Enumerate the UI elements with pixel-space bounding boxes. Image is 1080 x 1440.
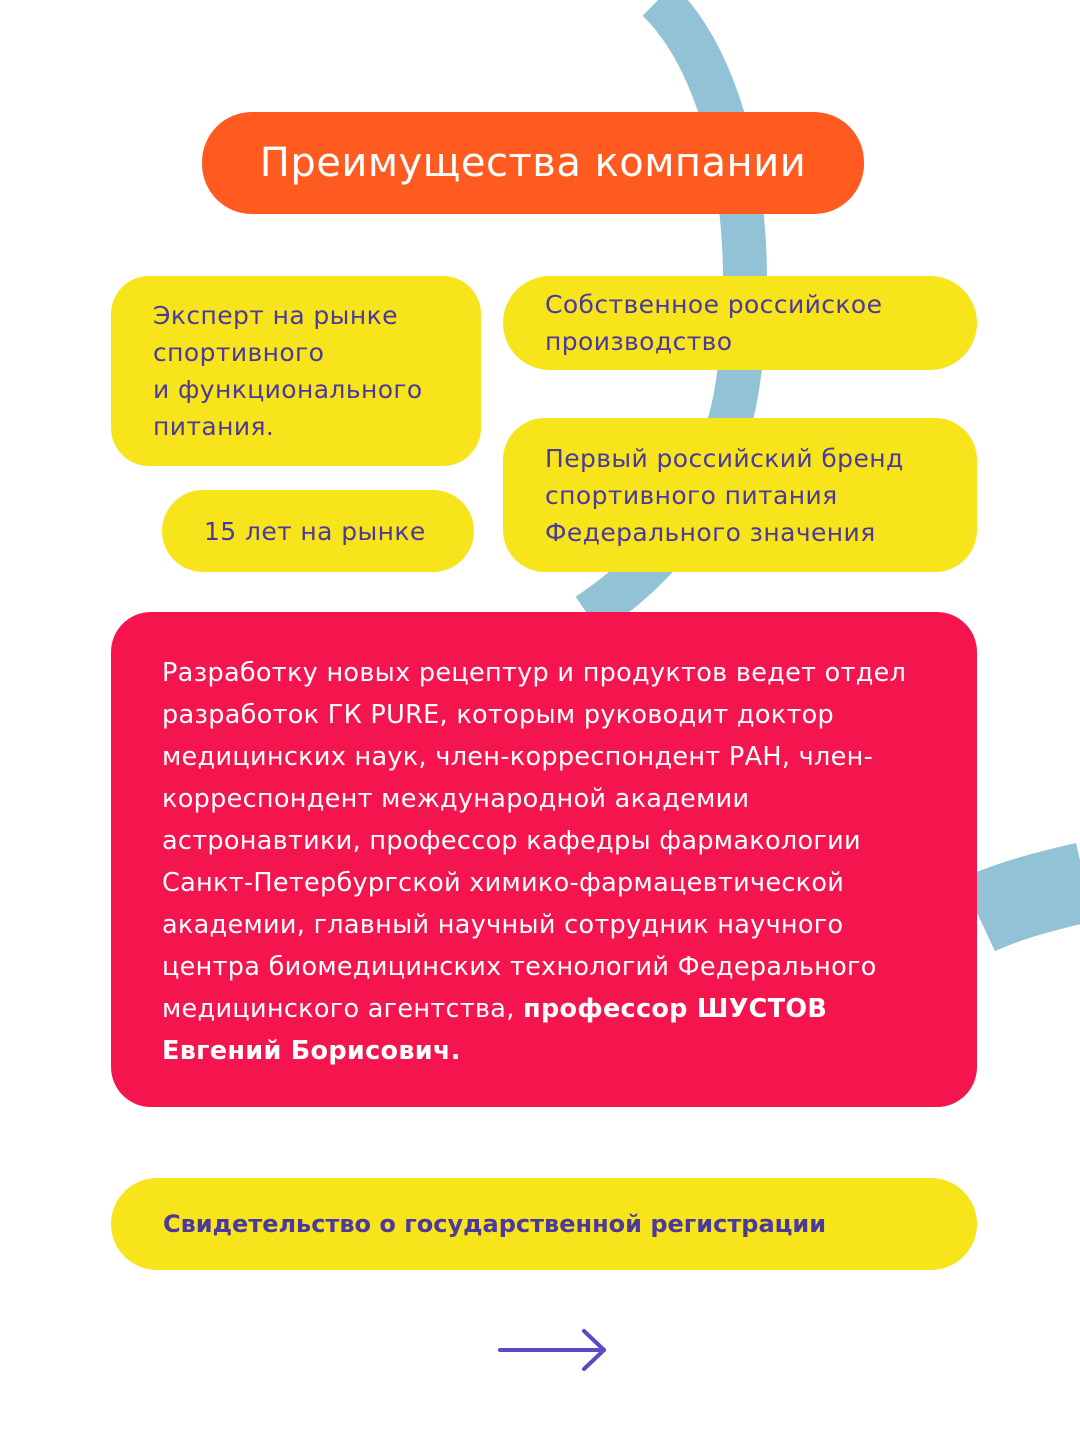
description-card <box>111 612 977 1107</box>
advantage-card-expert: Эксперт на рынке спортивного и функционального питания. <box>111 276 481 466</box>
advantage-card-production: Собственное российское производство <box>503 276 977 370</box>
description-text: Разработку новых рецептур и продуктов ведет отдел разработок ГК PURE, которым руководит доктор медицинских наук, член-корреспондент РАН, член-корреспондент международной академии астронавтики, профессор кафедры фармакологии Санкт-Петербургской химико-фармацевтической академии, главный научный сотрудник научного центра биомедицинских технологий Федерального медицинского агентства, <box>162 658 907 1024</box>
arrow-right-icon[interactable] <box>496 1327 612 1373</box>
advantage-card-years: 15 лет на рынке <box>162 490 474 572</box>
advantage-card-brand: Первый российский бренд спортивного питания Федерального значения <box>503 418 977 572</box>
certificate-link[interactable] <box>111 1178 977 1270</box>
certificate-label: Свидетельство о государственной регистрации <box>163 1210 827 1238</box>
page-title-text: Преимущества компании <box>259 140 807 186</box>
description-highlight: профессор ШУСТОВ Евгений Борисович. <box>162 994 828 1066</box>
page-title <box>202 112 864 214</box>
